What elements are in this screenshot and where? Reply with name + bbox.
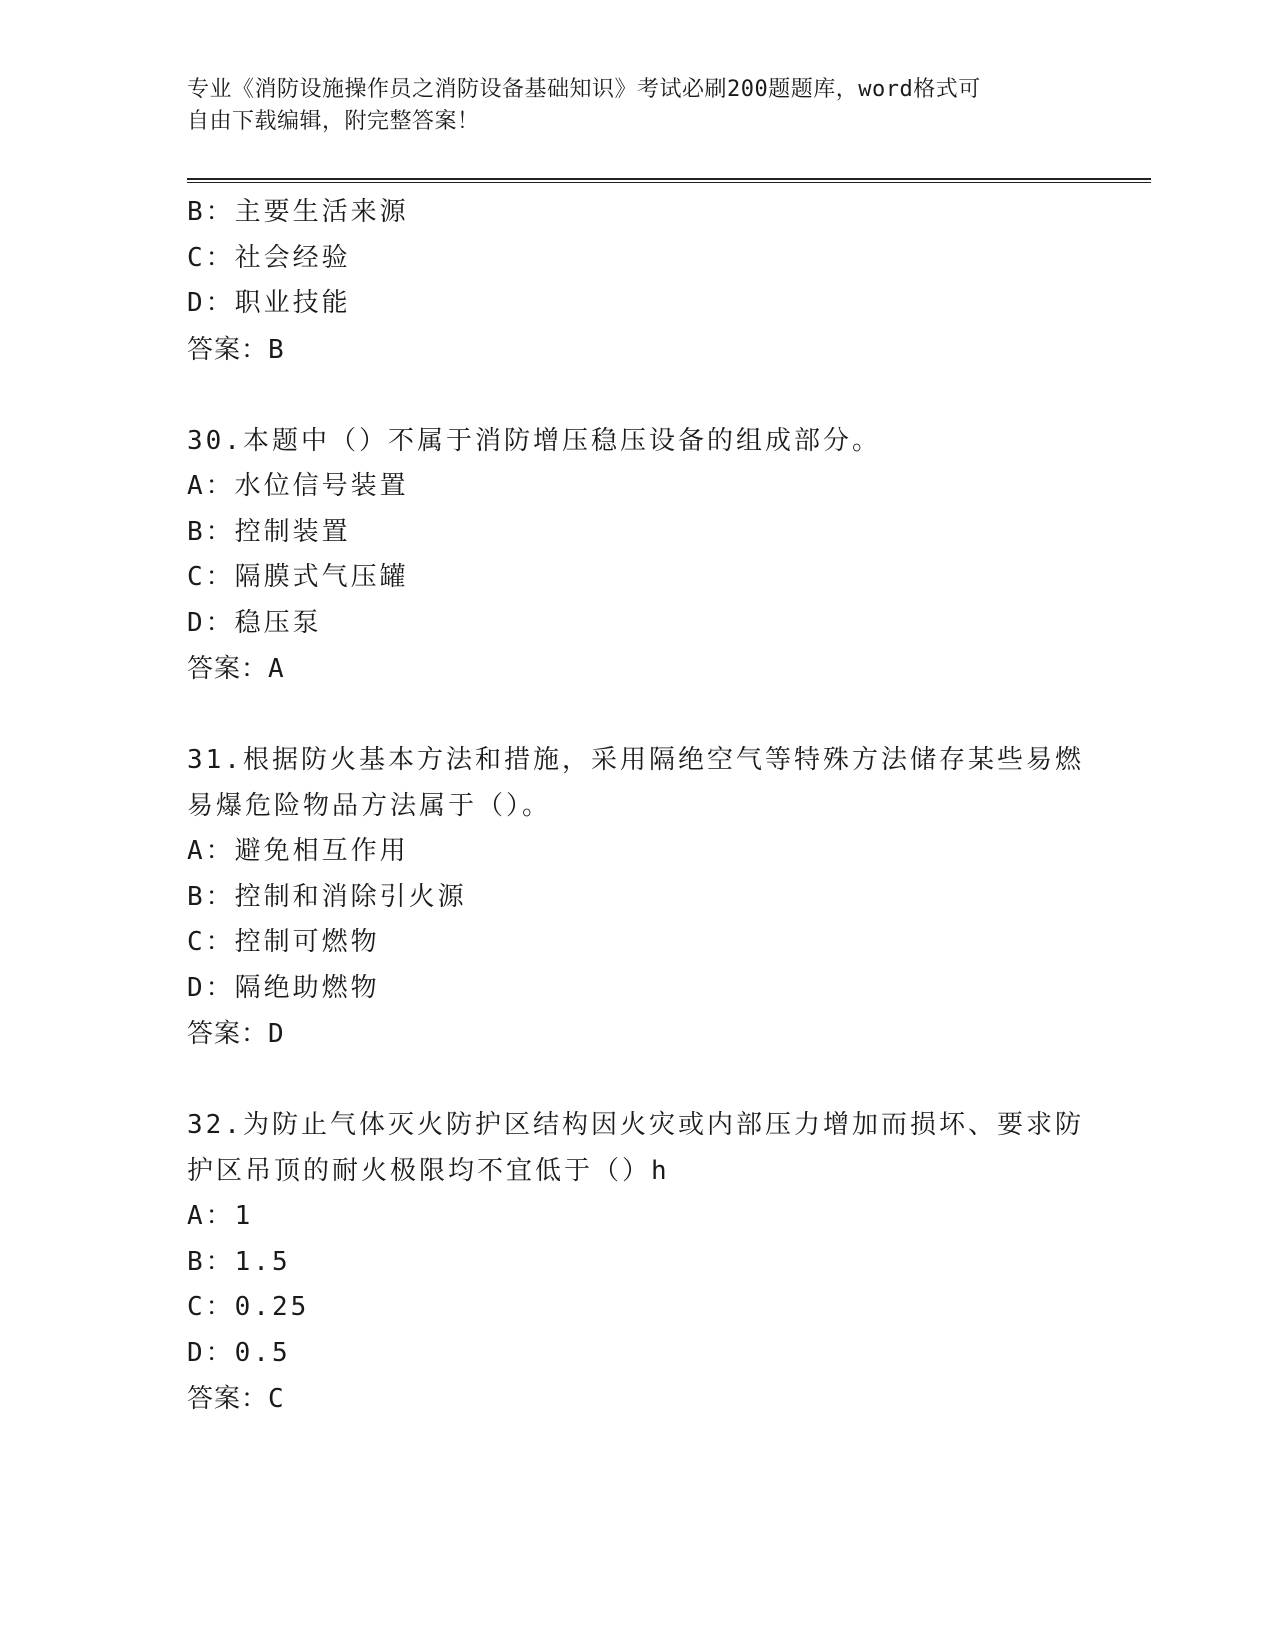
question-31 xyxy=(187,738,1087,1057)
header-line-2: 自由下载编辑，附完整答案！ xyxy=(187,109,480,134)
question-text: 30.本题中（）不属于消防增压稳压设备的组成部分。 xyxy=(187,425,881,456)
document-header xyxy=(187,74,1087,138)
answer: 答案：A xyxy=(187,654,285,684)
option-c: C：隔膜式气压罐 xyxy=(187,562,409,592)
question-text-line-1: 32.为防止气体灭火防护区结构因火灾或内部压力增加而损坏、要求防 xyxy=(187,1110,1084,1140)
question-32 xyxy=(187,1103,1087,1422)
question-30 xyxy=(187,419,1087,693)
option-d: D：0.5 xyxy=(187,1337,291,1368)
option-b: B：主要生活来源 xyxy=(187,197,409,227)
question-text-line-2: 护区吊顶的耐火极限均不宜低于（）h xyxy=(187,1155,670,1186)
answer: 答案：D xyxy=(187,1019,285,1049)
answer: 答案：B xyxy=(187,334,285,365)
question-text-line-1: 31.根据防火基本方法和措施，采用隔绝空气等特殊方法储存某些易燃 xyxy=(187,745,1084,775)
option-c: C：控制可燃物 xyxy=(187,927,380,957)
question-text-line-2: 易爆危险物品方法属于（）。 xyxy=(187,790,552,821)
question-29-continued xyxy=(187,190,1087,373)
option-a: A：避免相互作用 xyxy=(187,836,409,866)
spacer xyxy=(187,373,1087,419)
option-c: C：社会经验 xyxy=(187,242,351,273)
spacer xyxy=(187,692,1087,738)
option-a: A：1 xyxy=(187,1201,254,1231)
option-c: C：0.25 xyxy=(187,1292,310,1322)
option-b: B：控制装置 xyxy=(187,516,351,547)
answer: 答案：C xyxy=(187,1384,285,1414)
option-d: D：稳压泵 xyxy=(187,607,322,638)
option-d: D：职业技能 xyxy=(187,288,351,318)
spacer xyxy=(187,1057,1087,1103)
option-b: B：1.5 xyxy=(187,1246,291,1277)
option-d: D：隔绝助燃物 xyxy=(187,972,380,1003)
option-a: A：水位信号装置 xyxy=(187,471,409,501)
question-list xyxy=(187,190,1087,1422)
header-divider xyxy=(187,178,1151,183)
header-line-1: 专业《消防设施操作员之消防设备基础知识》考试必刷200题题库，word格式可 xyxy=(187,77,981,102)
option-b: B：控制和消除引火源 xyxy=(187,881,467,912)
